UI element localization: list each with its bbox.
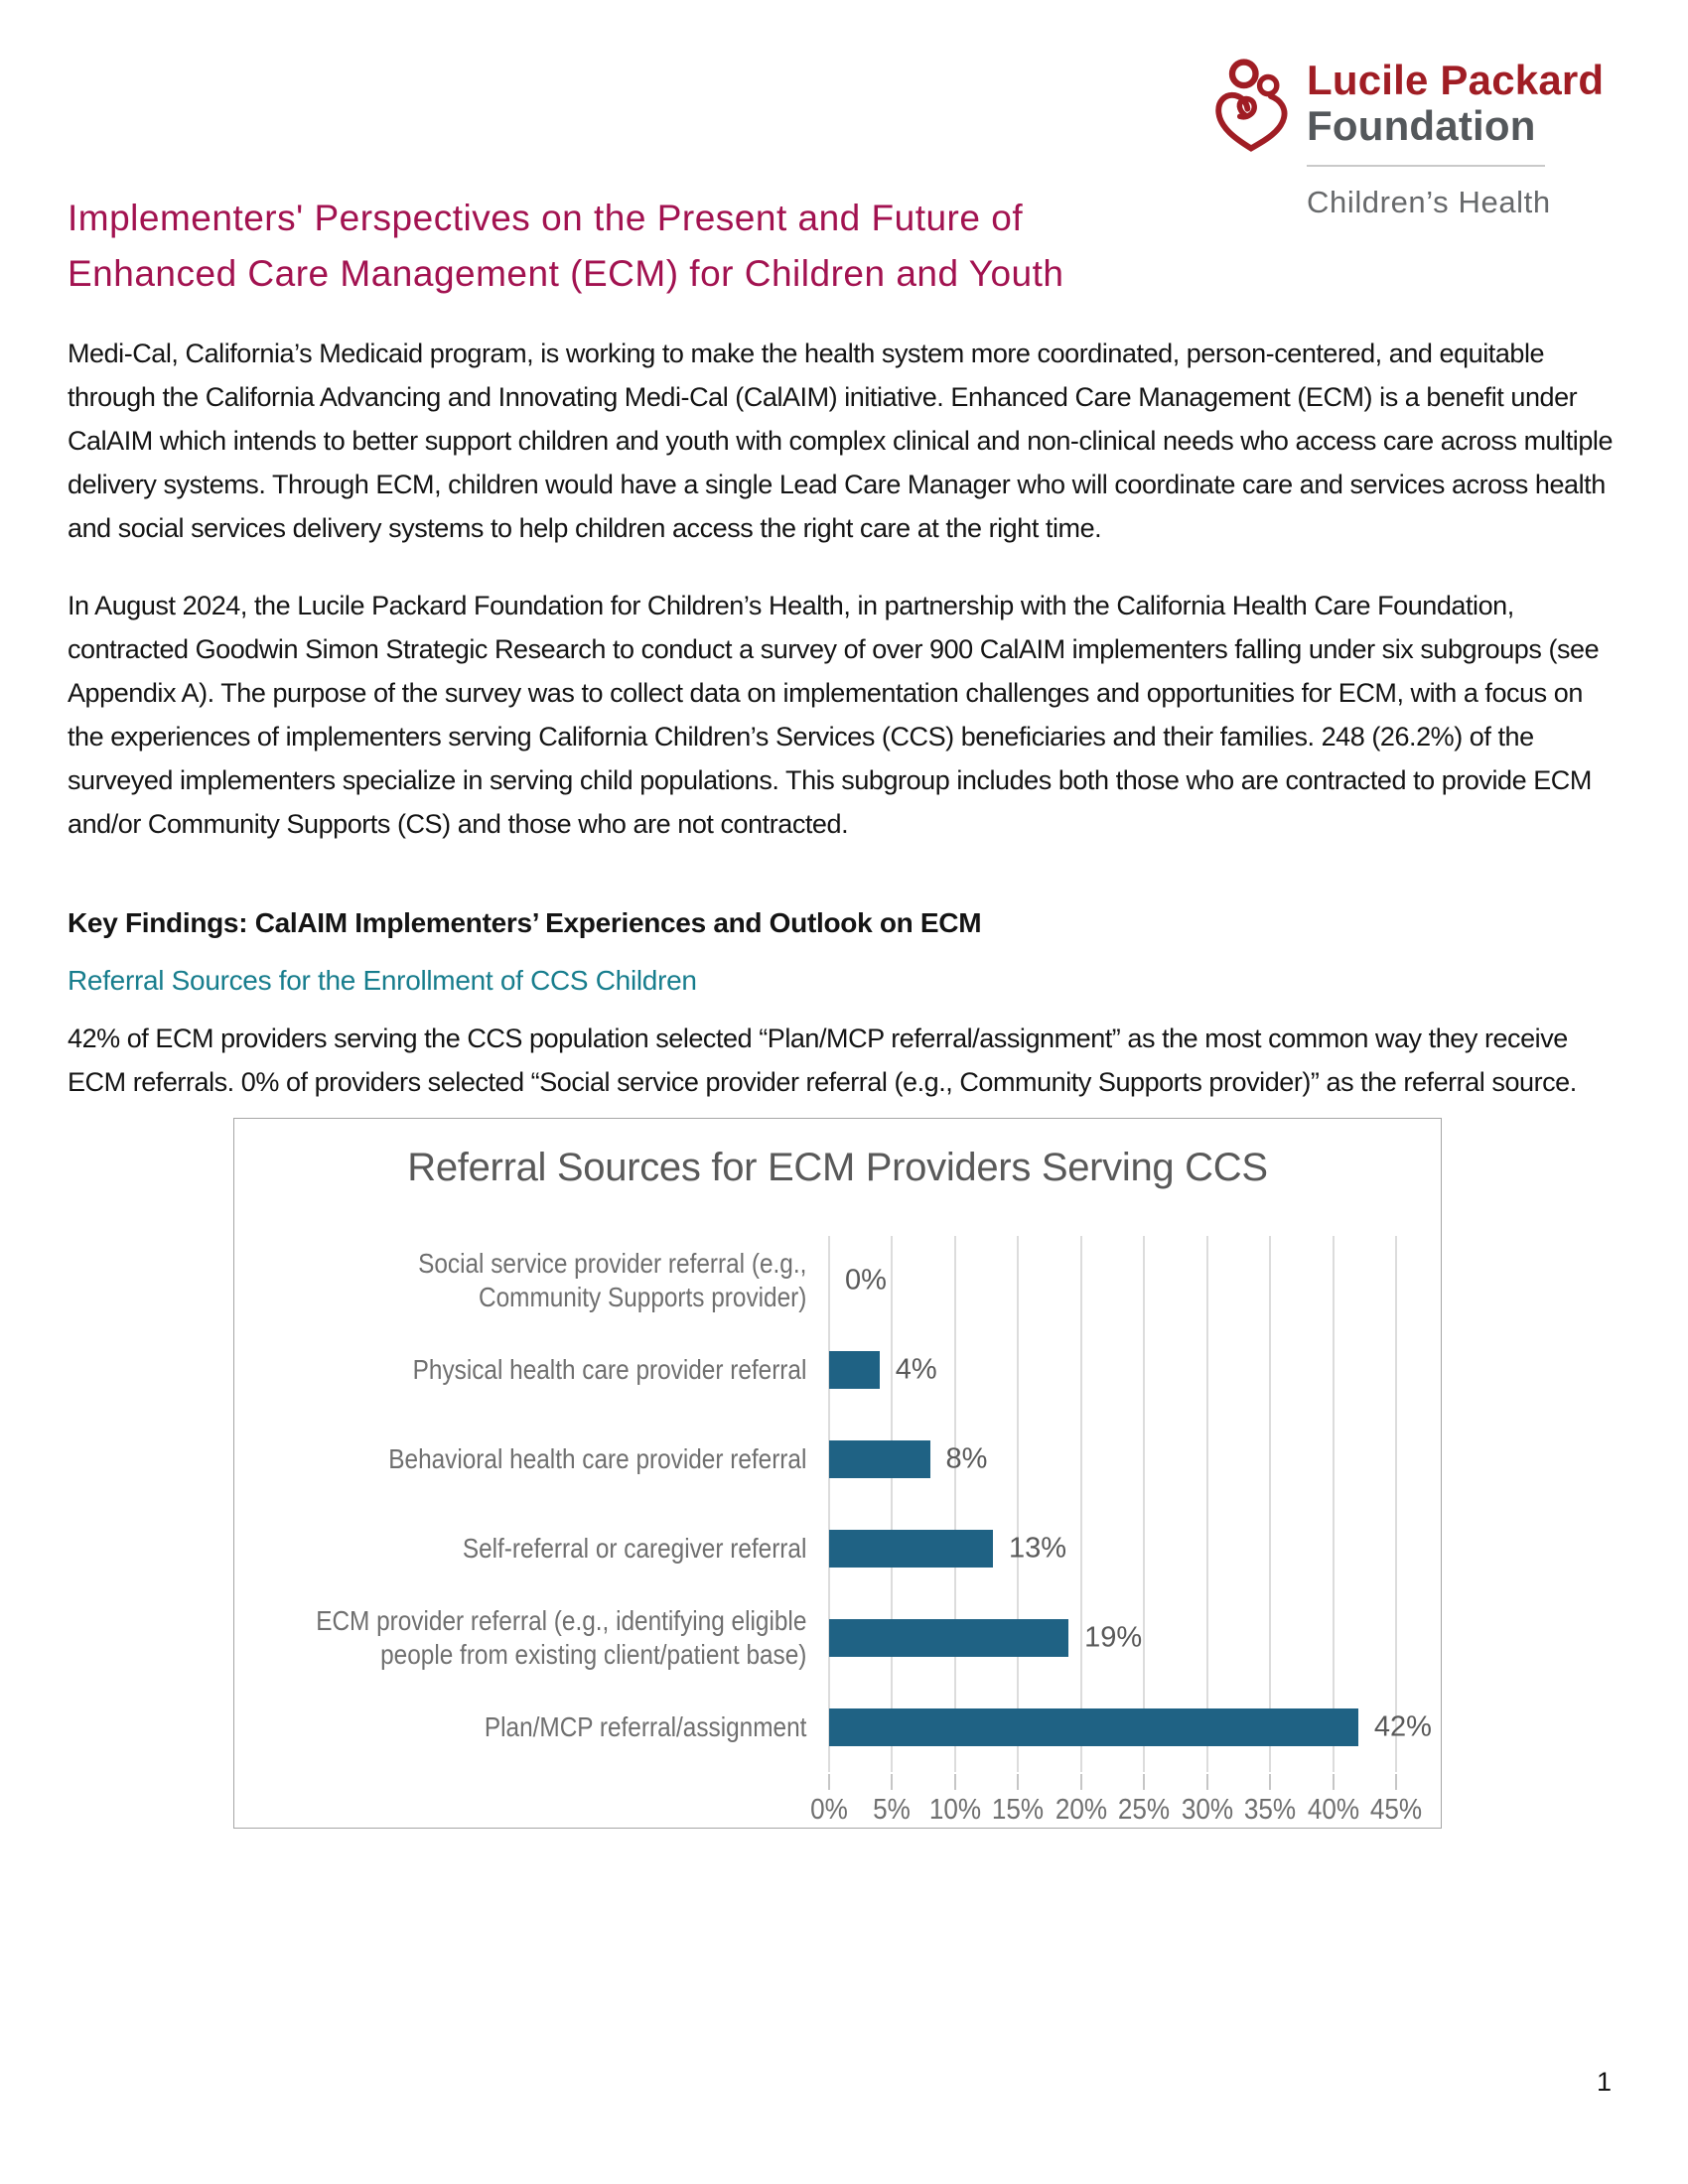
chart-plot-area <box>234 1236 1441 1830</box>
category-label-line: Community Supports provider) <box>479 1282 807 1312</box>
logo-tagline: Children’s Health <box>1307 185 1551 219</box>
logo-name-line2: Foundation <box>1307 102 1536 149</box>
axis-tick-label: 45% <box>1369 1794 1423 1826</box>
lucile-packard-logo <box>1213 56 1604 220</box>
axis-tick-label: 0% <box>810 1794 848 1826</box>
category-label <box>312 1247 829 1314</box>
axis-tick-label: 5% <box>873 1794 912 1826</box>
axis-tick-label: 25% <box>1118 1794 1171 1826</box>
category-label-line: ECM provider referral (e.g., identifying eligible <box>316 1605 807 1636</box>
referral-stats-paragraph: 42% of ECM providers serving the CCS population selected “Plan/MCP referral/assignment” as the most common way they receive ECM referrals. 0% of providers selected “Social service provider referral (e.g., Community Supports provider)” as the referral source. <box>68 1024 1577 1097</box>
axis-tick <box>1395 1774 1397 1790</box>
intro-paragraph: Medi-Cal, California’s Medicaid program, is working to make the health system more coordinated, person-centered, and equitable through the California Advancing and Innovating Medi-Cal (CalAIM) initiative. Enhanced Care Management (ECM) is a benefit under CalAIM which intends to better support children and youth with complex clinical and non-clinical needs who access care across multiple delivery systems. Through ECM, children would have a single Lead Care Manager who will coordinate care and services across health and social services delivery systems to help children access the right care at the right time. <box>68 339 1614 543</box>
referral-sources-chart <box>233 1118 1442 1829</box>
bar <box>829 1619 1068 1657</box>
referral-sources-heading: Referral Sources for the Enrollment of CCS Children <box>68 965 697 996</box>
axis-tick-label: 35% <box>1243 1794 1297 1826</box>
chart-row <box>234 1683 1441 1772</box>
chart-title: Referral Sources for ECM Providers Serving CCS <box>407 1146 1268 1189</box>
bar-value-label: 0% <box>845 1264 887 1297</box>
bar-track <box>829 1236 1396 1325</box>
bar-track <box>829 1325 1396 1415</box>
page-number: 1 <box>1597 2067 1613 2097</box>
key-findings-heading: Key Findings: CalAIM Implementers’ Experiences and Outlook on ECM <box>68 907 982 938</box>
chart-row <box>234 1325 1441 1415</box>
bar <box>829 1351 880 1389</box>
category-label-line: Behavioral health care provider referral <box>388 1443 807 1474</box>
category-label-line: Self-referral or caregiver referral <box>462 1533 807 1564</box>
logo-divider <box>1307 165 1545 167</box>
chart-row <box>234 1415 1441 1504</box>
chart-row <box>234 1504 1441 1593</box>
bar-value-label: 13% <box>1008 1532 1066 1565</box>
category-label <box>312 1532 829 1566</box>
chart-x-axis <box>810 1772 1423 1830</box>
category-label-line: people from existing client/patient base) <box>380 1639 807 1670</box>
axis-tick <box>1143 1774 1145 1790</box>
axis-tick-label: 30% <box>1181 1794 1233 1826</box>
axis-tick <box>1017 1774 1019 1790</box>
category-label-line: Physical health care provider referral <box>412 1354 807 1385</box>
bar-track <box>829 1504 1396 1593</box>
axis-tick <box>828 1774 830 1790</box>
axis-tick <box>1333 1774 1335 1790</box>
bar <box>829 1530 993 1568</box>
category-label <box>312 1710 829 1744</box>
bar-value-label: 4% <box>895 1353 937 1386</box>
category-label-line: Social service provider referral (e.g., <box>418 1248 807 1279</box>
category-label <box>312 1442 829 1476</box>
bar <box>829 1440 930 1478</box>
bar-value-label: 8% <box>945 1442 988 1475</box>
axis-tick <box>891 1774 893 1790</box>
axis-tick <box>954 1774 956 1790</box>
axis-tick-label: 15% <box>992 1794 1045 1826</box>
category-label <box>312 1353 829 1387</box>
logo-text <box>1307 56 1604 220</box>
survey-paragraph: In August 2024, the Lucile Packard Foundation for Children’s Health, in partnership with the California Health Care Foundation, contracted Goodwin Simon Strategic Research to conduct a survey of over 900 CalAIM implementers falling under six subgroups (see Appendix A). The purpose of the survey was to collect data on implementation challenges and opportunities for ECM, with a focus on the experiences of implementers serving California Children’s Services (CCS) beneficiaries and their families. 248 (26.2%) of the surveyed implementers specialize in serving child populations. This subgroup includes both those who are contracted to provide ECM and/or Community Supports (CS) and those who are not contracted. <box>68 591 1600 839</box>
bar-track <box>829 1415 1396 1504</box>
chart-rows <box>234 1236 1441 1772</box>
bar <box>829 1708 1358 1746</box>
logo-name-line1: Lucile Packard <box>1307 57 1605 103</box>
axis-tick <box>1269 1774 1271 1790</box>
bar-track <box>829 1683 1432 1772</box>
title-line2: Enhanced Care Management (ECM) for Children and Youth <box>68 253 1064 294</box>
title-line1: Implementers' Perspectives on the Present and Future of <box>68 198 1024 238</box>
bar-value-label: 19% <box>1084 1621 1143 1654</box>
chart-row <box>234 1593 1441 1683</box>
axis-tick-label: 10% <box>928 1794 981 1826</box>
chart-row <box>234 1236 1441 1325</box>
heart-logo-icon <box>1213 56 1289 155</box>
axis-tick <box>1080 1774 1082 1790</box>
category-label-line: Plan/MCP referral/assignment <box>484 1711 807 1742</box>
bar-value-label: 42% <box>1373 1710 1432 1743</box>
axis-tick-label: 20% <box>1055 1794 1107 1826</box>
axis-tick <box>1206 1774 1208 1790</box>
axis-tick-label: 40% <box>1307 1794 1359 1826</box>
bar-track <box>829 1593 1396 1683</box>
category-label <box>312 1604 829 1672</box>
